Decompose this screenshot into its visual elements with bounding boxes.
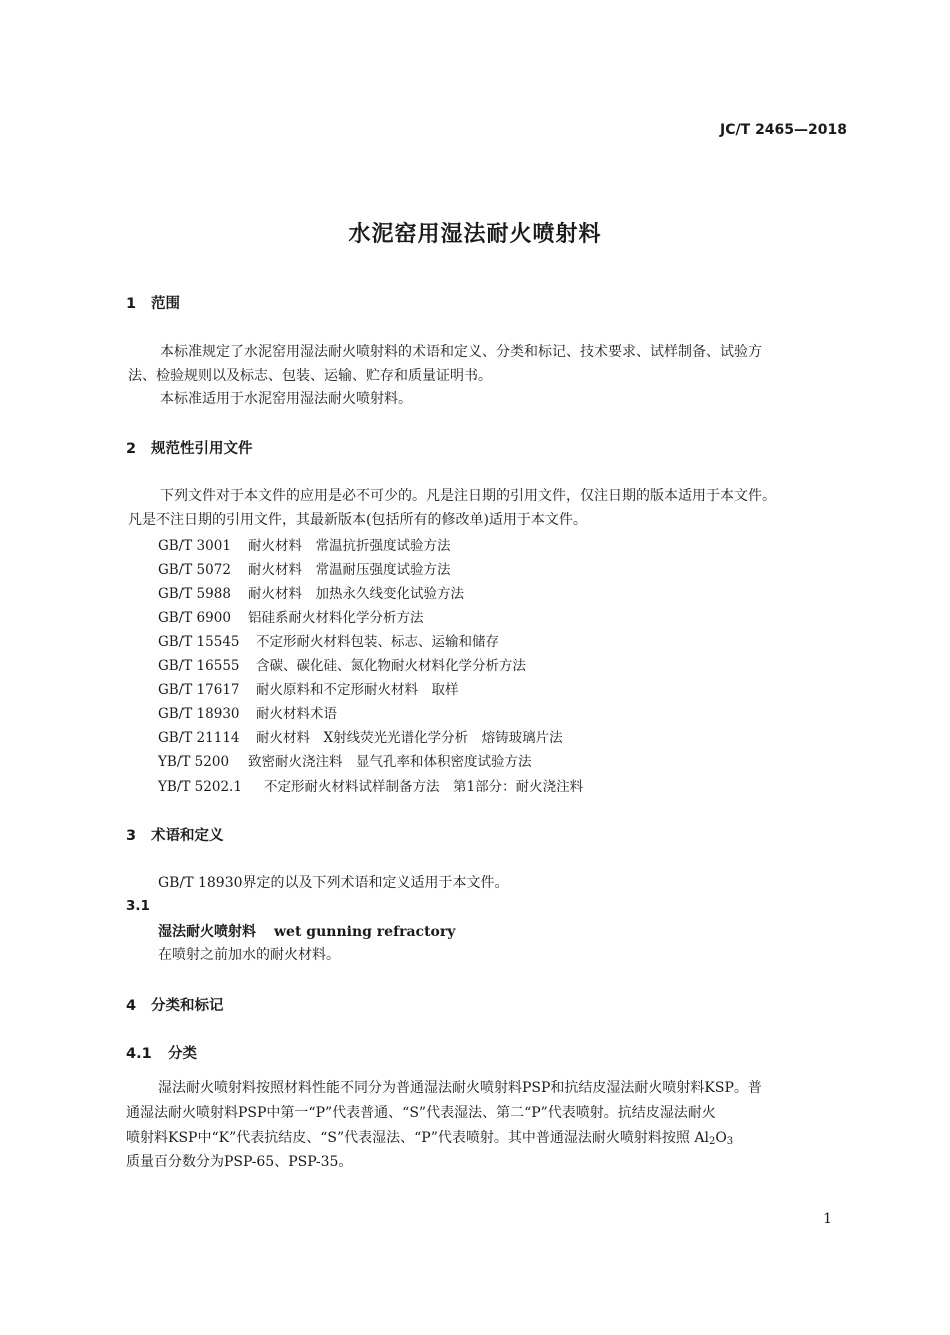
section-4-heading	[126, 994, 224, 1015]
section-title: 分类	[168, 1046, 197, 1062]
normative-intro-line-2: 凡是不注日期的引用文件，其最新版本(包括所有的修改单)适用于本文件。	[128, 512, 587, 528]
section-3-heading	[126, 824, 224, 845]
section-4-1-heading	[126, 1042, 197, 1063]
reference-code: GB/T 15545	[158, 634, 240, 650]
reference-row	[158, 534, 451, 554]
reference-title: 耐火材料 常温耐压强度试验方法	[248, 562, 451, 578]
chemical-formula	[694, 1130, 733, 1146]
section-title: 术语和定义	[151, 828, 224, 844]
reference-row	[158, 726, 563, 746]
section-number: 2	[126, 441, 137, 457]
reference-row	[158, 558, 451, 578]
section-title: 分类和标记	[151, 998, 224, 1014]
terms-intro: GB/T 18930界定的以及下列术语和定义适用于本文件。	[158, 875, 509, 891]
section-title: 范围	[151, 296, 180, 312]
term-english: wet gunning refractory	[274, 924, 456, 940]
reference-title: 耐火材料术语	[256, 706, 337, 722]
reference-title: 耐火材料 X射线荧光光谱化学分析 熔铸玻璃片法	[256, 730, 563, 746]
section-number: 3	[126, 828, 137, 844]
reference-row	[158, 606, 424, 626]
scope-paragraph-line-1: 本标准规定了水泥窑用湿法耐火喷射料的术语和定义、分类和标记、技术要求、试样制备、试验方	[160, 344, 762, 360]
reference-code: GB/T 16555	[158, 658, 240, 674]
section-number: 4	[126, 998, 137, 1014]
reference-row	[158, 750, 532, 770]
reference-row	[158, 775, 583, 795]
reference-row	[158, 702, 337, 722]
standard-code: JC/T 2465—2018	[720, 122, 847, 138]
section-number: 1	[126, 296, 137, 312]
reference-title: 含碳、碳化硅、氮化物耐火材料化学分析方法	[256, 658, 526, 674]
classification-line-3-text: 喷射料KSP中“K”代表抗结皮、“S”代表湿法、“P”代表喷射。其中普通湿法耐火喷射料按照	[126, 1130, 690, 1146]
formula-subscript: 3	[726, 1136, 734, 1147]
section-title: 规范性引用文件	[151, 441, 253, 457]
reference-title: 不定形耐火材料包装、标志、运输和储存	[256, 634, 499, 650]
reference-title: 耐火材料 加热永久线变化试验方法	[248, 586, 464, 602]
reference-title: 致密耐火浇注料 显气孔率和体积密度试验方法	[248, 754, 532, 770]
reference-code: GB/T 6900	[158, 610, 231, 626]
classification-line-2: 通湿法耐火喷射料PSP中第一“P”代表普通、“S”代表湿法、第二“P”代表喷射。抗结皮湿法耐火	[126, 1105, 716, 1121]
reference-title: 不定形耐火材料试样制备方法 第1部分：耐火浇注料	[264, 779, 584, 795]
reference-code: GB/T 21114	[158, 730, 240, 746]
section-2-heading	[126, 437, 253, 458]
reference-row	[158, 678, 459, 698]
scope-paragraph-line-2: 法、检验规则以及标志、包装、运输、贮存和质量证明书。	[128, 368, 492, 384]
reference-code: GB/T 5988	[158, 586, 231, 602]
reference-code: YB/T 5202.1	[158, 779, 242, 795]
reference-title: 耐火原料和不定形耐火材料 取样	[256, 682, 459, 698]
document-title: 水泥窑用湿法耐火喷射料	[348, 222, 602, 247]
classification-line-1: 湿法耐火喷射料按照材料性能不同分为普通湿法耐火喷射料PSP和抗结皮湿法耐火喷射料KSP。普	[158, 1080, 762, 1096]
reference-code: GB/T 18930	[158, 706, 240, 722]
reference-code: GB/T 5072	[158, 562, 231, 578]
formula-subscript: 2	[708, 1136, 716, 1147]
reference-row	[158, 582, 464, 602]
normative-intro-line-1: 下列文件对于本文件的应用是必不可少的。凡是注日期的引用文件，仅注日期的版本适用于本文件。	[160, 488, 776, 504]
term-definition: 在喷射之前加水的耐火材料。	[158, 947, 340, 963]
term-heading	[158, 921, 455, 941]
reference-code: GB/T 3001	[158, 538, 231, 554]
reference-row	[158, 630, 499, 650]
reference-title: 铝硅系耐火材料化学分析方法	[248, 610, 424, 626]
reference-code: GB/T 17617	[158, 682, 240, 698]
reference-title: 耐火材料 常温抗折强度试验方法	[248, 538, 451, 554]
page-number: 1	[823, 1211, 832, 1227]
classification-line-4: 质量百分数分为PSP-65、PSP-35。	[126, 1154, 353, 1170]
section-1-heading	[126, 292, 180, 313]
reference-row	[158, 654, 526, 674]
reference-code: YB/T 5200	[158, 754, 230, 770]
section-number: 4.1	[126, 1046, 152, 1062]
term-chinese: 湿法耐火喷射料	[158, 924, 256, 940]
scope-paragraph-2: 本标准适用于水泥窑用湿法耐火喷射料。	[160, 391, 412, 407]
term-number: 3.1	[126, 898, 150, 914]
formula-al: Al	[694, 1130, 709, 1146]
formula-o: O	[715, 1130, 727, 1146]
